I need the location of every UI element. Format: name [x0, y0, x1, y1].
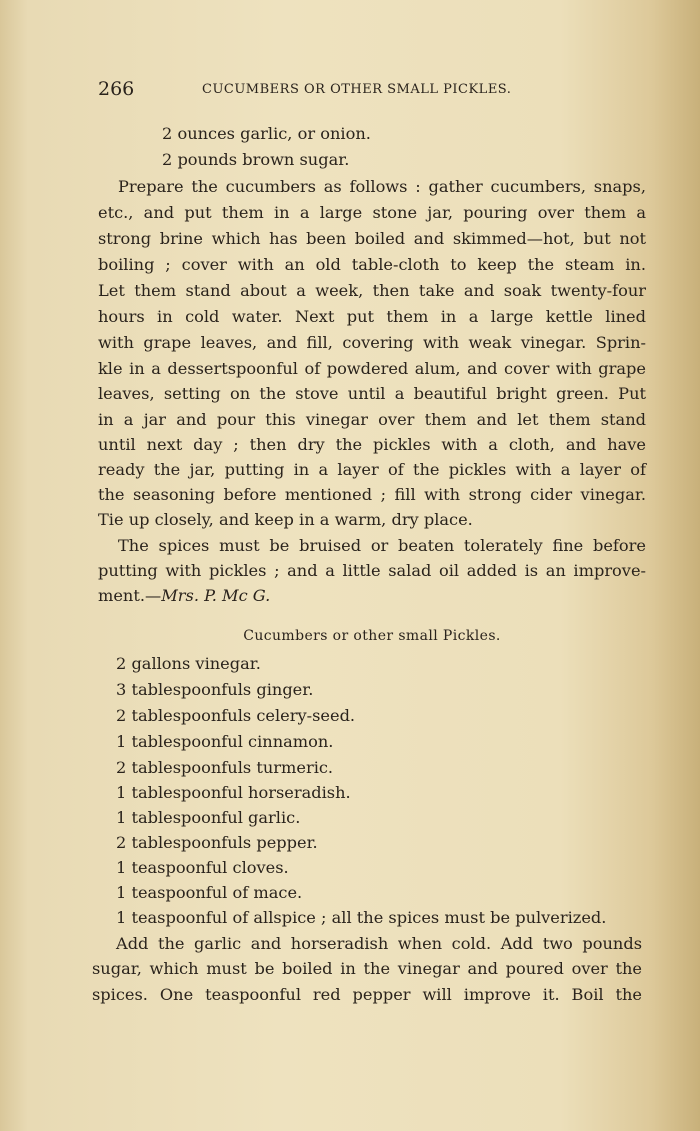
- paragraph-line: hours in cold water. Next put them in a large kettle lined: [98, 307, 646, 326]
- signature: Mrs. P. Mc G.: [161, 586, 271, 605]
- paragraph-line: until next day ; then dry the pickles with a cloth, and have: [98, 435, 646, 454]
- ingredient-item: 3 tablespoonfuls ginger.: [116, 680, 314, 699]
- paragraph-line: ready the jar, putting in a layer of the pickles with a layer of: [98, 460, 646, 479]
- paragraph-line: etc., and put them in a large stone jar, pouring over them a: [98, 203, 646, 222]
- ingredient-item: 1 teaspoonful of mace.: [116, 883, 303, 902]
- page-number: 266: [98, 78, 135, 100]
- paragraph-line: Prepare the cucumbers as follows : gather cucumbers, snaps,: [118, 177, 646, 196]
- paragraph-line: with grape leaves, and fill, covering with weak vinegar. Sprin-: [98, 333, 646, 352]
- paragraph-line: Add the garlic and horseradish when cold. Add two pounds: [116, 934, 642, 953]
- paragraph-line: sugar, which must be boiled in the vinegar and poured over the: [92, 959, 642, 978]
- paragraph-line: putting with pickles ; and a little salad oil added is an improve-: [98, 561, 646, 580]
- paragraph-line: in a jar and pour this vinegar over them and let them stand: [98, 410, 646, 429]
- paragraph-line: The spices must be bruised or beaten tolerately fine before: [118, 536, 646, 555]
- paragraph-text: ment.—: [98, 586, 162, 605]
- running-title: CUCUMBERS OR OTHER SMALL PICKLES.: [202, 82, 512, 97]
- intro-item: 2 ounces garlic, or onion.: [162, 124, 371, 143]
- paragraph-line: spices. One teaspoonful red pepper will improve it. Boil the: [92, 985, 642, 1004]
- section-title: Cucumbers or other small Pickles.: [243, 628, 501, 644]
- ingredient-item: 2 gallons vinegar.: [116, 654, 261, 673]
- paragraph-line: the seasoning before mentioned ; fill with strong cider vinegar.: [98, 485, 646, 504]
- paragraph-line: leaves, setting on the stove until a beautiful bright green. Put: [98, 384, 646, 403]
- intro-item: 2 pounds brown sugar.: [162, 150, 350, 169]
- paragraph-line: kle in a dessertspoonful of powdered alum, and cover with grape: [98, 359, 646, 378]
- paragraph-line-last: [98, 586, 270, 606]
- paragraph-line: Tie up closely, and keep in a warm, dry place.: [98, 510, 473, 529]
- ingredient-item: 1 teaspoonful of allspice ; all the spices must be pulverized.: [116, 908, 607, 927]
- ingredient-item: 1 teaspoonful cloves.: [116, 858, 289, 877]
- ingredient-item: 1 tablespoonful garlic.: [116, 808, 301, 827]
- ingredient-item: 1 tablespoonful horseradish.: [116, 783, 351, 802]
- ingredient-item: 2 tablespoonfuls celery-seed.: [116, 706, 356, 725]
- ingredient-item: 2 tablespoonfuls pepper.: [116, 833, 318, 852]
- paragraph-line: strong brine which has been boiled and skimmed—hot, but not: [98, 229, 646, 248]
- ingredient-item: 1 tablespoonful cinnamon.: [116, 732, 334, 751]
- paragraph-line: boiling ; cover with an old table-cloth to keep the steam in.: [98, 255, 646, 274]
- paragraph-line: Let them stand about a week, then take and soak twenty-four: [98, 281, 646, 300]
- ingredient-item: 2 tablespoonfuls turmeric.: [116, 758, 334, 777]
- page-header: [98, 78, 558, 102]
